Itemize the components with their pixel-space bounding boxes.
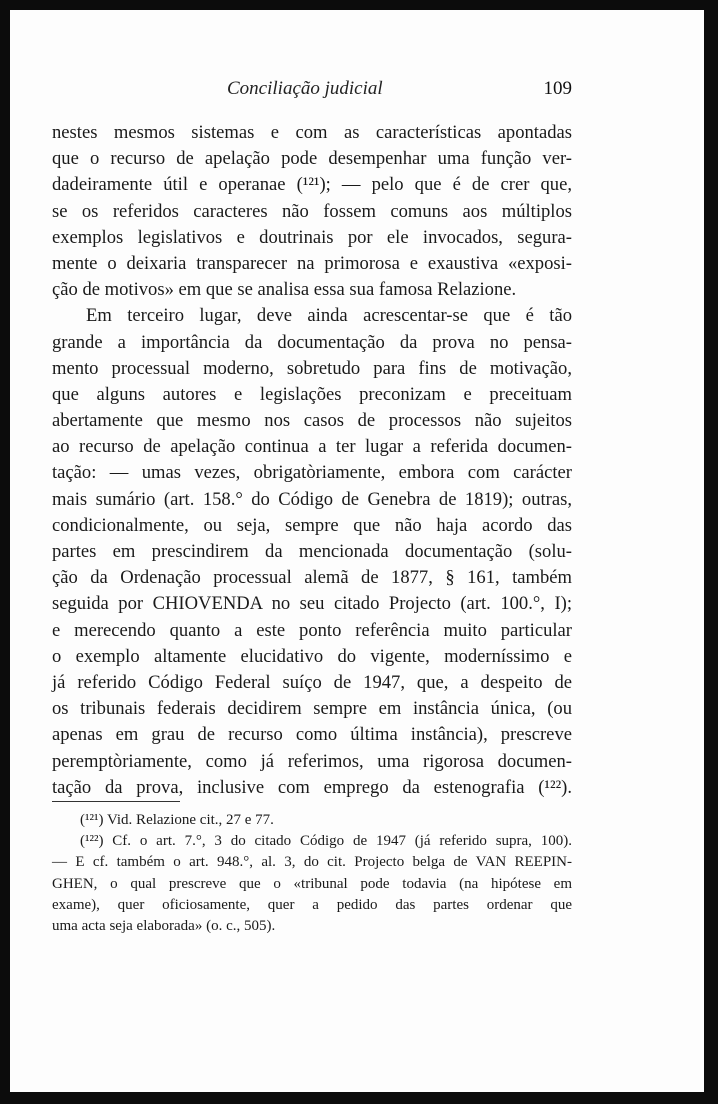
body-line: se os referidos caracteres não fossem comuns aos múltiplos	[52, 200, 572, 222]
footnote-line: (¹²¹) Vid. Relazione cit., 27 e 77.	[80, 812, 274, 828]
body-line: nestes mesmos sistemas e com as características apontadas	[52, 122, 572, 143]
body-line: tação da prova, inclusive com emprego da estenografia (¹²²).	[52, 776, 572, 798]
footnote-divider	[52, 801, 180, 802]
body-line: o exemplo altamente elucidativo do vigente, moderníssimo e	[52, 645, 572, 667]
running-title: Conciliação judicial	[227, 78, 383, 99]
page-header	[52, 74, 572, 104]
body-line: peremptòriamente, como já referimos, uma rigorosa documen-	[52, 750, 572, 772]
body-line: seguida por CHIOVENDA no seu citado Projecto (art. 100.°, I);	[52, 593, 572, 615]
body-line: que o recurso de apelação pode desempenhar uma função ver-	[52, 148, 572, 170]
body-line: que alguns autores e legislações preconizam e preceituam	[52, 383, 572, 405]
body-text	[52, 120, 572, 801]
paragraph-start-line: Em terceiro lugar, deve ainda acrescentar-se que é tão	[86, 305, 572, 327]
body-line: já referido Código Federal suíço de 1947, que, a despeito de	[52, 671, 572, 693]
body-line: mais sumário (art. 158.° do Código de Genebra de 1819); outras,	[52, 488, 572, 510]
footnote-line: exame), quer oficiosamente, quer a pedido das partes ordenar que	[52, 896, 572, 913]
page-number: 109	[543, 78, 572, 99]
body-line: tação: — umas vezes, obrigatòriamente, embora com carácter	[52, 462, 572, 484]
body-line: apenas em grau de recurso como última instância), prescreve	[52, 724, 572, 746]
body-line: dadeiramente útil e operanae (¹²¹); — pelo que é de crer que,	[52, 174, 572, 196]
body-line: mente o deixaria transparecer na primorosa e exaustiva «exposi-	[52, 252, 572, 274]
body-line: mento processual moderno, sobretudo para fins de motivação,	[52, 357, 572, 379]
body-line: ção de motivos» em que se analisa essa sua famosa Relazione.	[52, 279, 517, 301]
footnote-line: (¹²²) Cf. o art. 7.°, 3 do citado Código de 1947 (já referido supra, 100).	[80, 833, 572, 850]
footnote-line: uma acta seja elaborada» (o. c., 505).	[52, 917, 276, 934]
body-line: os tribunais federais decidirem sempre em instância única, (ou	[52, 698, 572, 720]
body-line: ção da Ordenação processual alemã de 1877, § 161, também	[52, 567, 572, 589]
body-line: ao recurso de apelação continua a ter lugar a referida documen-	[52, 436, 572, 458]
body-line: partes em prescindirem da mencionada documentação (solu-	[52, 541, 572, 562]
body-line: grande a importância da documentação da prova no pensa-	[52, 331, 572, 353]
body-line: condicionalmente, ou seja, sempre que não haja acordo das	[52, 514, 572, 536]
body-line: abertamente que mesmo nos casos de processos não sujeitos	[52, 410, 572, 432]
body-line: e merecendo quanto a este ponto referência muito particular	[52, 619, 572, 641]
footnote-line: GHEN, o qual prescreve que o «tribunal pode todavia (na hipótese em	[52, 875, 572, 892]
body-line: exemplos legislativos e doutrinais por ele invocados, segura-	[52, 226, 572, 248]
footnotes	[52, 810, 572, 937]
footnote-line: — E cf. também o art. 948.°, al. 3, do cit. Projecto belga de VAN REEPIN-	[52, 854, 572, 871]
